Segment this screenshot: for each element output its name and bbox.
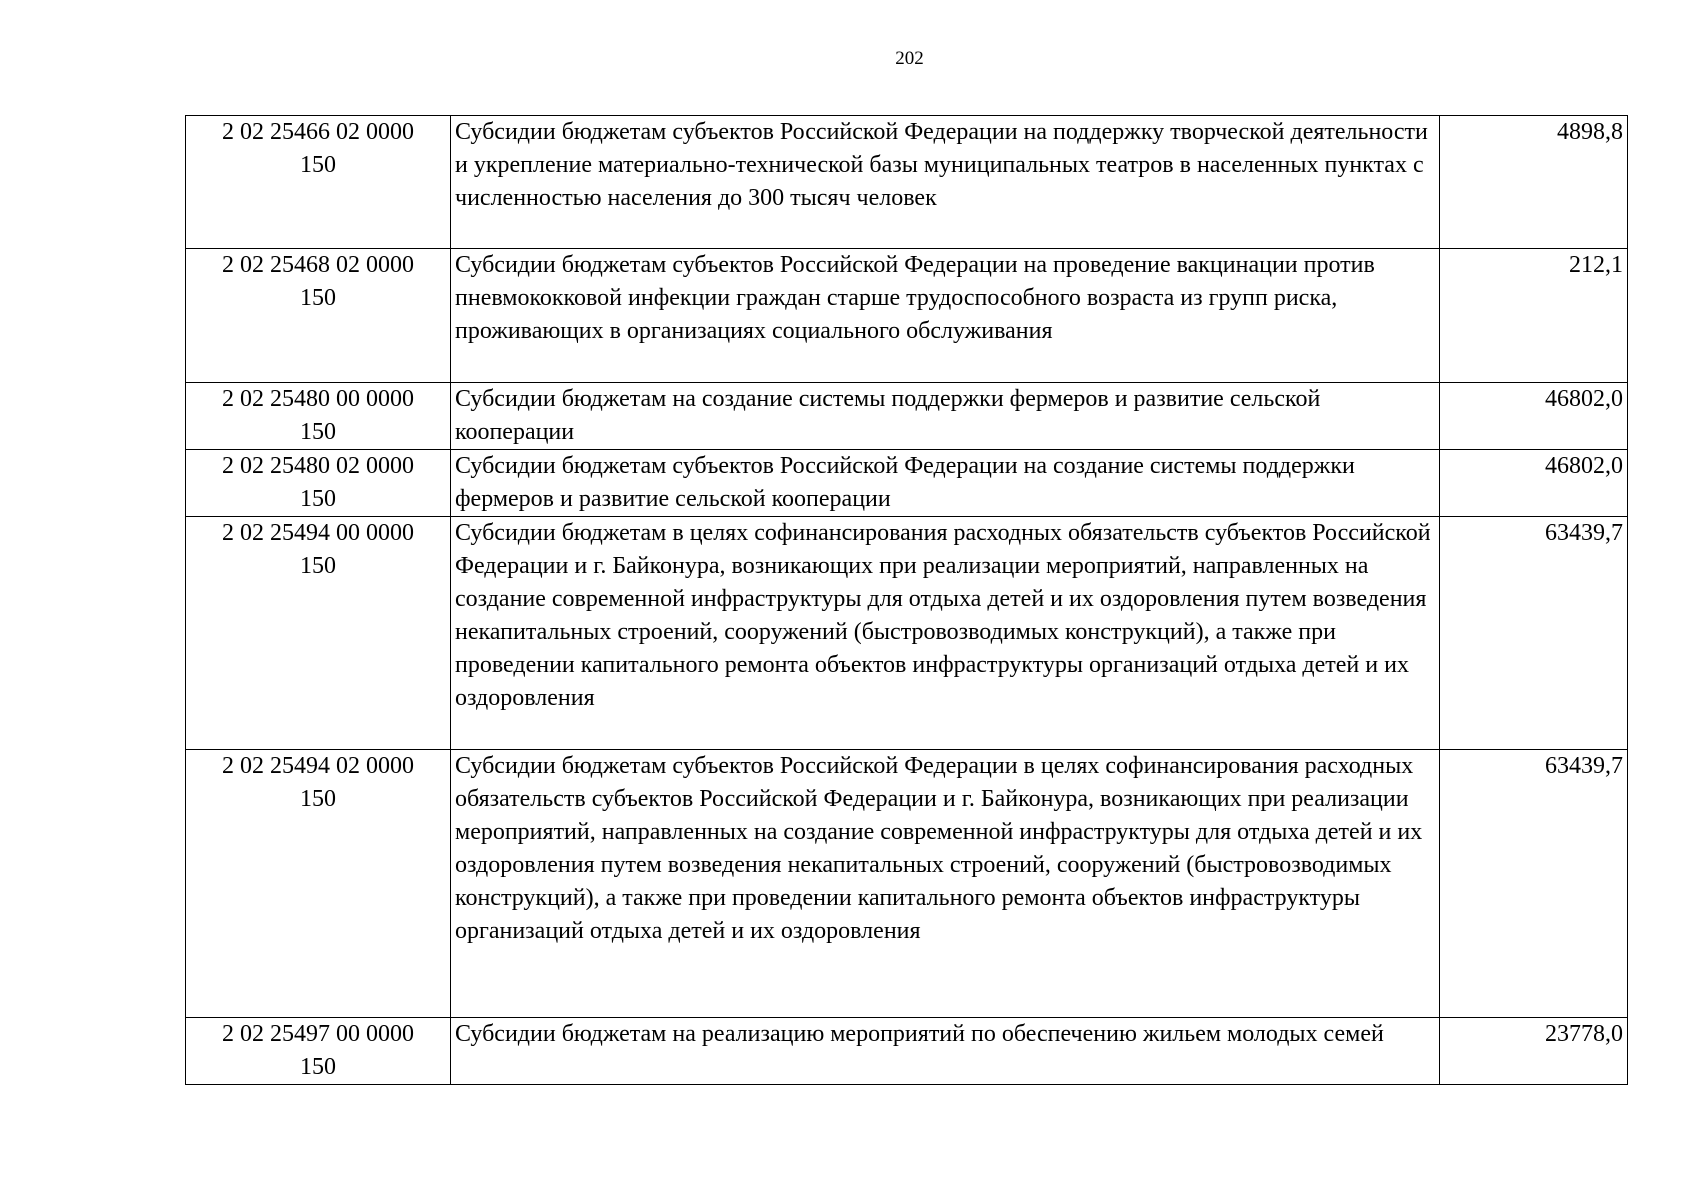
budget-code: 2 02 25468 02 0000 [222, 252, 414, 278]
budget-code: 2 02 25494 02 0000 [222, 753, 414, 779]
description-cell: Субсидии бюджетам субъектов Российской Федерации в целях софинансирования расходных обязательств субъектов Российской Федерации и г. Байконура, возникающих при реализации мероприятий, направленных на создание современной инфраструктуры для отдыха детей и их оздоровления путем возведения некапитальных строений, сооружений (быстровозводимых конструкций), а также при проведении капитального ремонта объектов инфраструктуры организаций отдыха детей и их оздоровления [451, 750, 1440, 1018]
budget-code-suffix: 150 [300, 486, 336, 512]
budget-table [185, 115, 1628, 1085]
amount-cell: 23778,0 [1440, 1018, 1628, 1085]
page-number: 202 [895, 48, 924, 69]
budget-code: 2 02 25494 00 0000 [222, 520, 414, 546]
budget-code-suffix: 150 [300, 419, 336, 445]
budget-code-suffix: 150 [300, 553, 336, 579]
description-cell: Субсидии бюджетам в целях софинансирования расходных обязательств субъектов Российской Федерации и г. Байконура, возникающих при реализации мероприятий, направленных на создание современной инфраструктуры для отдыха детей и их оздоровления путем возведения некапитальных строений, сооружений (быстровозводимых конструкций), а также при проведении капитального ремонта объектов инфраструктуры организаций отдыха детей и их оздоровления [451, 517, 1440, 750]
amount-cell: 46802,0 [1440, 450, 1628, 517]
description-cell: Субсидии бюджетам на создание системы поддержки фермеров и развитие сельской кооперации [451, 383, 1440, 450]
budget-code-cell [186, 249, 451, 383]
description-cell: Субсидии бюджетам субъектов Российской Федерации на поддержку творческой деятельности и укрепление материально-технической базы муниципальных театров в населенных пунктах с численностью населения до 300 тысяч человек [451, 116, 1440, 249]
budget-code-cell [186, 750, 451, 1018]
table-row [186, 750, 1628, 1018]
description-cell: Субсидии бюджетам субъектов Российской Федерации на проведение вакцинации против пневмококковой инфекции граждан старше трудоспособного возраста из групп риска, проживающих в организациях социального обслуживания [451, 249, 1440, 383]
table-row [186, 116, 1628, 249]
budget-code: 2 02 25497 00 0000 [222, 1021, 414, 1047]
budget-code: 2 02 25480 00 0000 [222, 386, 414, 412]
budget-code-cell [186, 517, 451, 750]
amount-cell: 212,1 [1440, 249, 1628, 383]
amount-cell: 46802,0 [1440, 383, 1628, 450]
amount-cell: 4898,8 [1440, 116, 1628, 249]
amount-cell: 63439,7 [1440, 517, 1628, 750]
budget-code-suffix: 150 [300, 786, 336, 812]
description-cell: Субсидии бюджетам субъектов Российской Федерации на создание системы поддержки фермеров и развитие сельской кооперации [451, 450, 1440, 517]
budget-code-suffix: 150 [300, 285, 336, 311]
table-row [186, 450, 1628, 517]
budget-code-suffix: 150 [300, 1054, 336, 1080]
budget-code: 2 02 25466 02 0000 [222, 119, 414, 145]
description-cell: Субсидии бюджетам на реализацию мероприятий по обеспечению жильем молодых семей [451, 1018, 1440, 1085]
budget-code-cell [186, 116, 451, 249]
budget-code-cell [186, 383, 451, 450]
amount-cell: 63439,7 [1440, 750, 1628, 1018]
budget-code-cell [186, 450, 451, 517]
table-row [186, 517, 1628, 750]
budget-code-suffix: 150 [300, 152, 336, 178]
table-row [186, 1018, 1628, 1085]
budget-code: 2 02 25480 02 0000 [222, 453, 414, 479]
budget-code-cell [186, 1018, 451, 1085]
table-row [186, 383, 1628, 450]
table-row [186, 249, 1628, 383]
